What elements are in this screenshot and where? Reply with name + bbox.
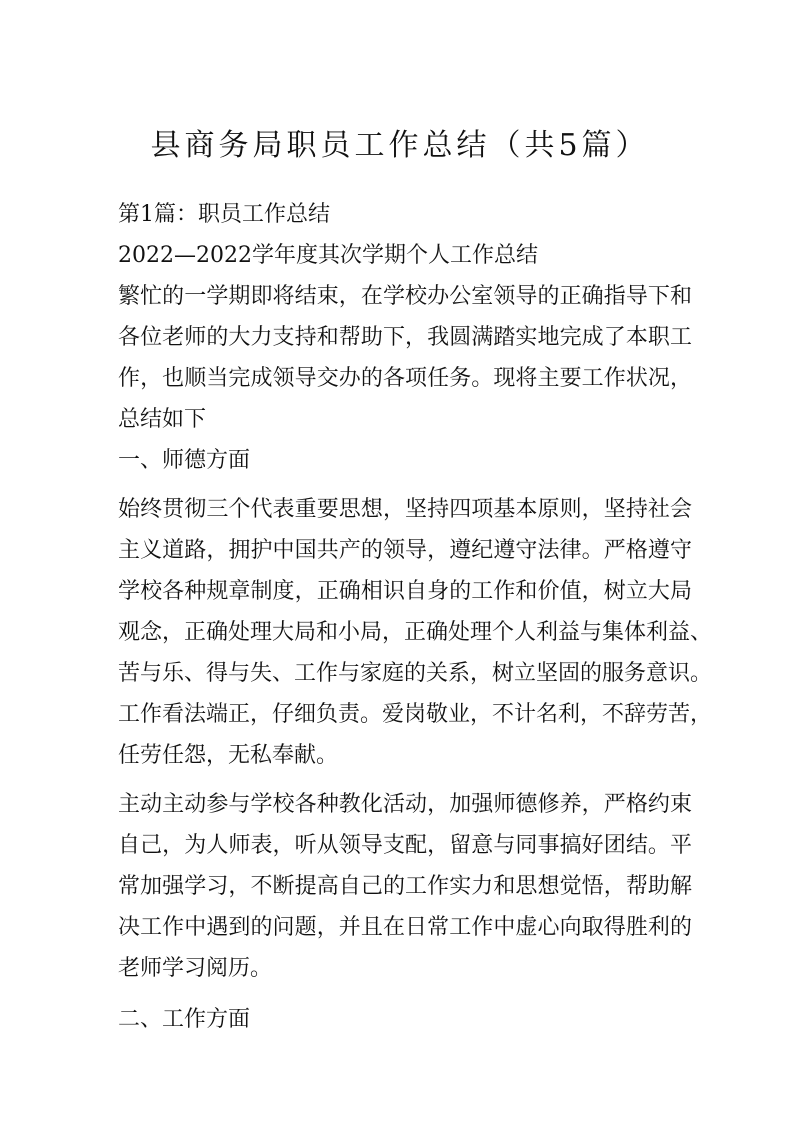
paragraph-line: 繁忙的一学期即将结束，在学校办公室领导的正确指导下和 xyxy=(118,284,692,309)
paragraph-line: 任劳任怨，无私奉献。 xyxy=(118,743,339,768)
section-heading-ethics: 一、师德方面 xyxy=(118,448,251,473)
paragraph-line: 观念，正确处理大局和小局，正确处理个人利益与集体利益、 xyxy=(118,620,713,645)
paragraph-line: 决工作中遇到的问题，并且在日常工作中虚心向取得胜利的 xyxy=(118,915,692,940)
summary-heading: 2022—2022学年度其次学期个人工作总结 xyxy=(118,243,538,268)
paragraph-line: 各位老师的大力支持和帮助下，我圆满踏实地完成了本职工 xyxy=(118,325,692,350)
paragraph-line: 老师学习阅历。 xyxy=(118,956,273,981)
paragraph-line: 自己，为人师表，听从领导支配，留意与同事搞好团结。平 xyxy=(118,833,692,858)
document-title: 县商务局职员工作总结（共5篇） xyxy=(150,128,650,163)
paragraph-line: 始终贯彻三个代表重要思想，坚持四项基本原则，坚持社会 xyxy=(118,497,692,522)
paragraph-line: 主义道路，拥护中国共产的领导，遵纪遵守法律。严格遵守 xyxy=(118,538,692,563)
section-heading-part-1: 第1篇：职员工作总结 xyxy=(118,202,330,227)
paragraph-line: 主动主动参与学校各种教化活动，加强师德修养，严格约束 xyxy=(118,792,692,817)
document-body xyxy=(118,194,713,1040)
paragraph-line: 总结如下 xyxy=(118,407,207,432)
paragraph-line: 常加强学习，不断提高自己的工作实力和思想觉悟，帮助解 xyxy=(118,874,692,899)
paragraph-line: 学校各种规章制度，正确相识自身的工作和价值，树立大局 xyxy=(118,579,692,604)
paragraph-line: 工作看法端正，仔细负责。爱岗敬业，不计名利，不辞劳苦， xyxy=(118,702,713,727)
paragraph-line: 作，也顺当完成领导交办的各项任务。现将主要工作状况， xyxy=(118,366,692,391)
paragraph-line: 苦与乐、得与失、工作与家庭的关系，树立坚固的服务意识。 xyxy=(118,661,713,686)
section-heading-work: 二、工作方面 xyxy=(118,1007,251,1032)
